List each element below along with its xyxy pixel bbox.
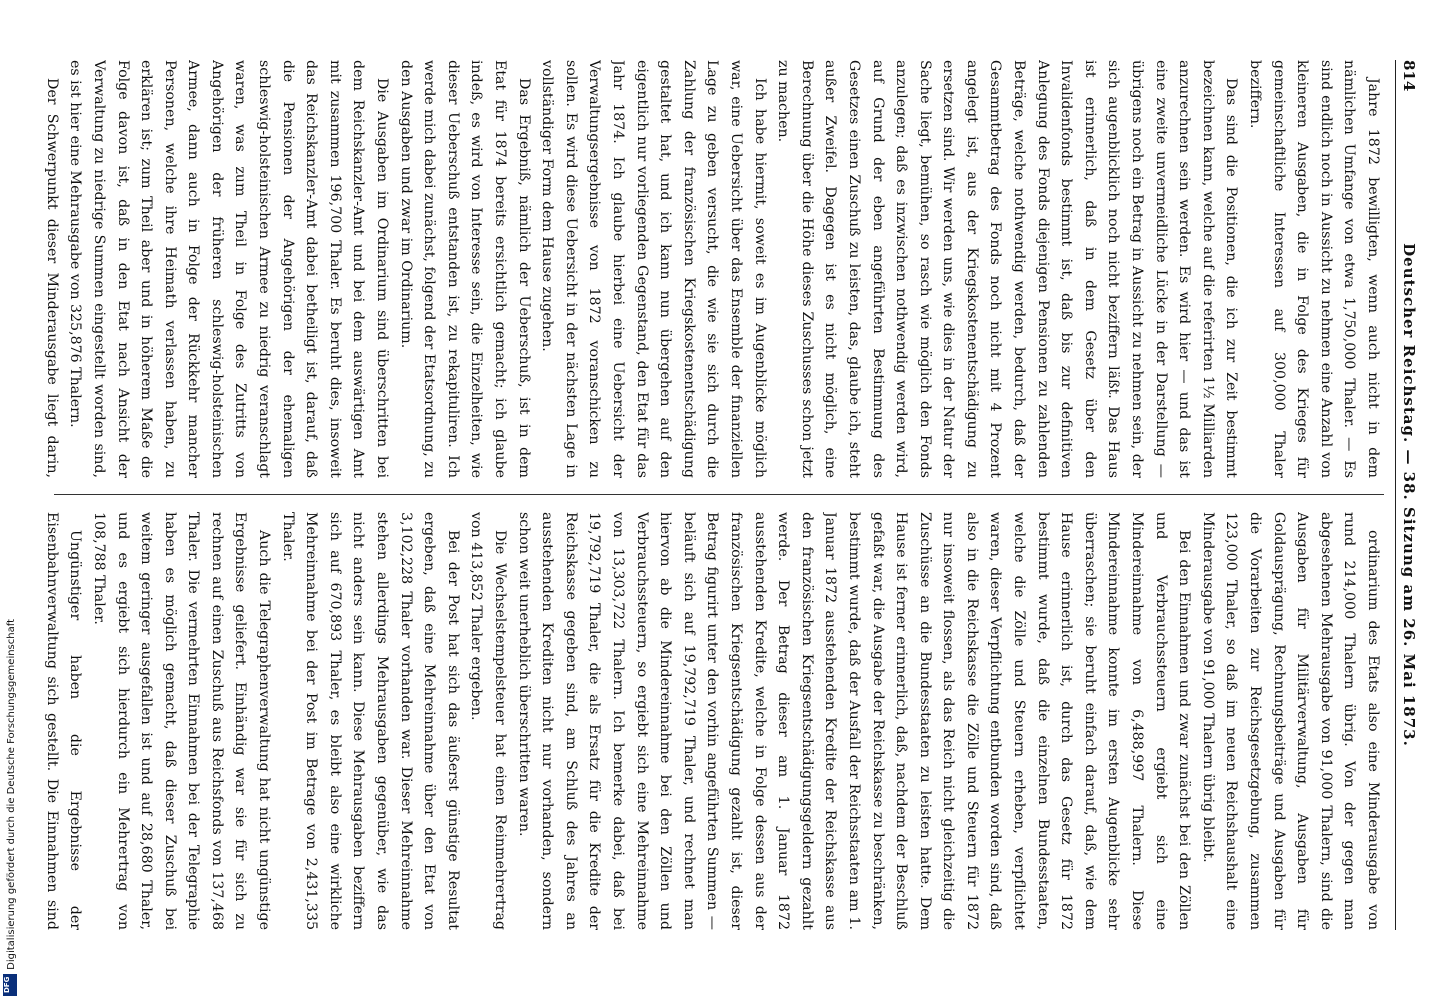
paragraph: Die Wechselstempelsteuer hat einen Reinmehrertrag von 413,852 Thaler ergeben.: [468, 512, 509, 930]
paragraph: Der Schwerpunkt dieser Minderausgabe liegt darin,: [44, 78, 60, 478]
paragraph: ordinarium des Etats also eine Minderausgabe von rund 214,000 Thalern übrig. Von der gegen man abgesehenen Mehrausgabe von 91,000 Thalern, sind die Ausgaben für Militärverwaltung, Ausgaben für Goldausprägung, Rechnungsbeiträge und Ausgaben für die Vorarbeiten zur Reichsgesetzgebung, zusammen 123,000 Thaler, so daß im neuen Reichshaushalt eine Minderausgabe von 91,000 Thalern übrig bleibt.: [1199, 512, 1381, 930]
paragraph: Ich habe hiermit, soweit es im Augenblicke möglich war, eine Uebersicht über das Ensemble der finanziellen Lage zu geben versucht, die wie sie sich durch die Zahlung der französischen Kriegskostenentschädigung gestaltet hat, und ich kann nun übergehen auf den eigentlich nur vorliegenden Gegenstand, den Etat für das Jahr 1874. Ich glaube hierbei eine Uebersicht der Verwaltungsergebnisse von 1872 voranschicken zu sollen. Es wird diese Uebersicht in der nächsten Lage in vollständiger Form dem Hause zugehen.: [539, 60, 768, 478]
credit-text: Digitalisierung gefördert durch die Deutsche Forschungsgemeinschaft: [6, 619, 17, 970]
digitization-credit: [0, 0, 22, 1000]
page-number: 814: [1400, 60, 1418, 92]
paragraph: Ungünstiger haben die Ergebnisse der Eisenbahnverwaltung sich gestellt. Die Einnahmen sind: [44, 512, 84, 930]
paragraph: Bei der Post hat sich das äußerst günstige Resultat ergeben, daß eine Mehreinnahme über den Etat von 3,102,228 Thaler vorhanden war. Dieser Mehreinnahme stehen allerdings Mehrausgaben gegenüber, wie das nicht anders sein kann. Diese Mehrausgaben beziffern sich auf 670,893 Thaler, es bleibt also eine wirkliche Mehreinnahme bei der Post im Betrage von 2,431,335 Thaler.: [279, 512, 461, 930]
running-head: [1395, 60, 1422, 930]
left-column: [44, 60, 1384, 478]
column-divider: [54, 494, 1384, 495]
paragraph: Bei den Einnahmen und zwar zunächst bei den Zöllen und Verbrauchssteuern ergiebt sich eine Mindereinnahme von 6,488,997 Thalern. Diese Mindereinnahme konnte im ersten Augenblicke sehr überraschen; sie beruht einfach darauf, daß, wie dem Hause erinnerlich ist, durch das Gesetz für 1872 bestimmt wurde, daß die einzelnen Bundesstaaten, welche die Zölle und Steuern erheben, verpflichtet waren, dieser Verpflichtung entbunden worden sind, daß also in die Reichskasse die Zölle und Steuern für 1872 nur insoweit flossen, als das Reich nicht gleichzeitig die Zuschüsse an die Bundesstaaten zu leisten hatte. Dem Hause ist ferner erinnerlich, daß, nachdem der Beschluß gefaßt war, die Ausgabe der Reichskasse zu beschränken, bestimmt wurde, daß der Ausfall der Reichsstaaten am 1. Januar 1872 ausstehenden Kredite der Reichskasse aus den französischen Kriegsentschädigungsgeldern gezahlt werde. Der Betrag dieser am 1. Januar 1872 ausstehenden Kredite, welche in Folge dessen aus der französischen Kriegsentschädigung gezahlt ist, dieser Betrag figurirt unter den vorhin angeführten Summen — beläuft sich auf 19,792,719 Thaler, und rechnet man hiervon ab die Mindereinnahme bei den Zöllen und Verbrauchssteuern, so ergiebt sich eine Mehreinnahme von 13,303,722 Thalern. Ich bemerke dabei, daß bei 19,792,719 Thaler, die als Ersatz für die Kredite der Reichskasse gegeben sind, am Schluß des Jahres an ausstehenden Krediten nicht nur vorhanden, sondern schon weit unerheblich überschritten waren.: [515, 512, 1193, 930]
right-column: [44, 512, 1384, 930]
paragraph: Jahre 1872 bewilligten, wenn auch nicht in dem nämlichen Umfange von etwa 1,750,000 Thaler. — Es sind endlich noch in Aussicht zu nehmen eine Anzahl von kleineren Ausgaben, die in Folge des Krieges für gemeinschaftliche Interessen auf 300,000 Thaler beziffern.: [1247, 60, 1381, 478]
dfg-logo: DFG: [3, 974, 17, 996]
paragraph: Das sind die Positionen, die ich zur Zeit bestimmt bezeichnen kann, welche auf die referirten 1½ Milliarden anzurechnen sein werden. Es wird hier — und das ist eine zweite unvermeidliche Lücke in der Darstellung — übrigens noch ein Betrag in Aussicht zu nehmen sein, der sich augenblicklich noch nicht beziffern läßt. Das Haus ist erinnerlich, daß in dem Gesetz über den Invalidenfonds bestimmt ist, daß bis zur definitiven Anlegung des Fonds diejenigen Pensionen zu zahlenden Beträge, welche nothwendig werden, bedurch, daß der Gesammtbetrag des Fonds noch nicht mit 4 Prozent angelegt ist, aus der Kriegskostenentschädigung zu ersetzen sind. Wir werden uns, wie dies in der Natur der Sache liegt, bemühen, so rasch wie möglich den Fonds anzulegen; daß es inzwischen nothwendig werden wird, auf Grund der eben angeführten Bestimmung des Gesetzes einen Zuschuß zu leisten, das, glaube ich, steht außer Zweifel. Dagegen ist es nicht möglich, eine Berechnung über die Höhe dieses Zuschusses schon jetzt zu machen.: [775, 60, 1240, 478]
paragraph: Das Ergebniß, nämlich der Ueberschuß, ist in dem Etat für 1874 bereits ersichtlich gemacht; ich glaube indeß, es wird von Interesse sein, die Einzelheiten, wie dieser Ueberschuß entstanden ist, zu rekapituliren. Ich werde mich dabei zunächst, folgend der Etatsordnung, zu den Ausgaben und zwar im Ordinarium.: [397, 60, 532, 478]
paragraph: Auch die Telegraphenverwaltung hat nicht ungünstige Ergebnisse geliefert. Einhändig war sie für sich zu rechnen auf einen Zuschuß aus Reichsfonds von 137,468 Thaler. Die vermehrten Einnahmen bei der Telegraphie haben es möglich gemacht, daß dieser Zuschuß bei weitem geringer ausgefallen ist und auf 28,680 Thaler, und es ergiebt sich hierdurch ein Mehrertrag von 108,788 Thaler.: [90, 512, 273, 930]
paragraph: Die Ausgaben im Ordinarium sind überschritten bei dem Reichskanzler-Amt und bei dem auswärtigen Amt mit zusammen 196,700 Thaler. Es beruht dies, insoweit das Reichskanzler-Amt dabei betheiligt ist, darauf, daß die Pensionen der Angehörigen der ehemaligen schleswig-holsteinischen Armee zu niedrig veranschlagt waren, was zum Theil in Folge des Zutritts von Angehörigen der früheren schleswig-holsteinischen Armee, dann auch in Folge der Rückkehr mancher Personen, welche ihre Heimath verlassen haben, zu erklären ist; zum Theil aber und in höherem Maße die Folge davon ist, daß in den Etat nach Ansicht der Verwaltung zu niedrige Summen eingestellt worden sind, es ist hier eine Mehrausgabe von 325,876 Thalern.: [67, 60, 391, 478]
running-title: Deutscher Reichstag. — 38. Sitzung am 26. Mai 1873.: [1400, 243, 1418, 747]
